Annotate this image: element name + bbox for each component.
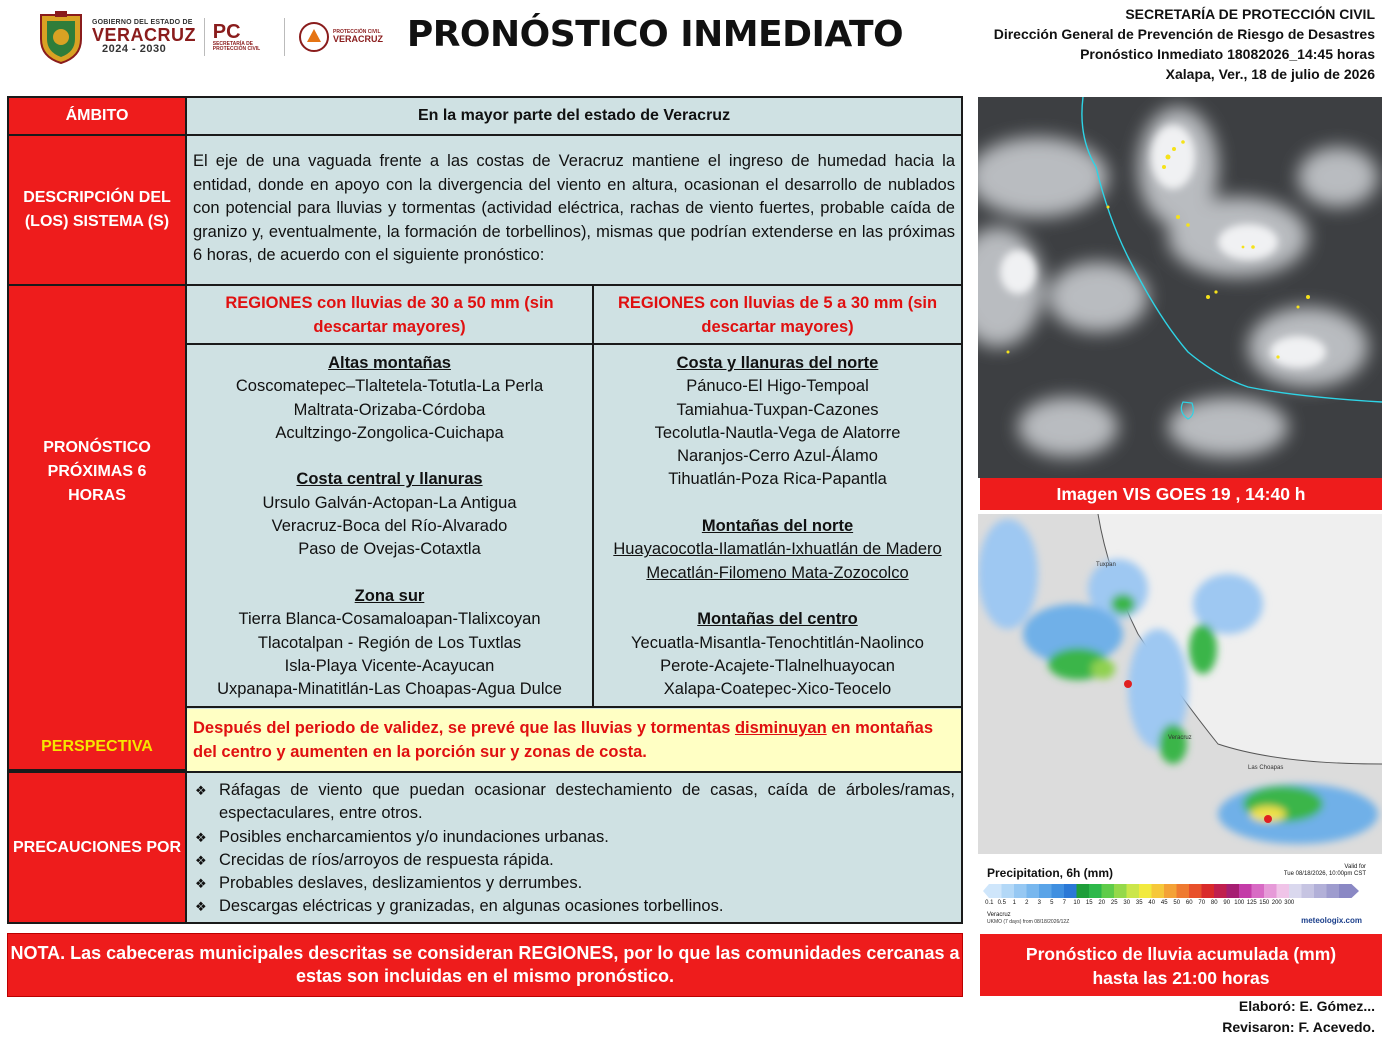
- legend-tick: 30: [1123, 900, 1131, 906]
- legend-tick: 1: [1012, 900, 1016, 906]
- legend-valid-label: Valid for: [1344, 864, 1366, 870]
- region-item: Coscomatepec–Tlaltetela-Totutla-La Perla: [235, 377, 544, 396]
- legend-tick: 100: [1234, 900, 1245, 906]
- perspectiva-text: en montañas del centro y aumenten en la porción sur y zonas de costa.: [193, 719, 934, 761]
- list-item: [195, 826, 955, 849]
- list-item: [195, 779, 955, 826]
- credits: [1222, 996, 1375, 1038]
- list-item-text: Descargas eléctricas y granizadas, en algunas ocasiones torbellinos.: [219, 897, 724, 916]
- list-item: [195, 872, 955, 895]
- precipitation-caption: [980, 934, 1382, 996]
- pcv-big-label: VERACRUZ: [333, 34, 384, 44]
- list-item-text: Ráfagas de viento que puedan ocasionar destechamiento de casas, caída de árboles/ramas, espectaculares, entre otros.: [219, 781, 955, 823]
- credit-line: Elaboró: E. Gómez...: [1238, 998, 1375, 1014]
- legend-tick: 70: [1198, 900, 1206, 906]
- pc-logo: [213, 22, 277, 52]
- perspectiva-text: Después del periodo de validez, se prevé que las lluvias y tormentas: [193, 719, 735, 737]
- region-item: Yecuatla-Misantla-Tenochtitlán-Naolinco: [631, 633, 924, 652]
- region-item: Huayacocotla-Ilamatlán-Ixhuatlán de Madero: [613, 540, 942, 559]
- region-item: Uxpanapa-Minatitlán-Las Choapas-Agua Dulce: [217, 680, 562, 699]
- region-group-title: Costa y llanuras del norte: [676, 354, 879, 372]
- region-item: Maltrata-Orizaba-Córdoba: [293, 400, 486, 419]
- veracruz-coat-of-arms-icon: [38, 9, 84, 65]
- credit-line: Revisaron: F. Acevedo.: [1222, 1019, 1375, 1035]
- legend-tick: 0.1: [985, 900, 994, 906]
- region-item: Tihuatlán-Poza Rica-Papantla: [668, 470, 887, 489]
- perspectiva-value: [187, 709, 961, 771]
- legend-tick: 60: [1185, 900, 1193, 906]
- region-group-title: Montañas del norte: [701, 517, 854, 536]
- svg-text:Tuxpan: Tuxpan: [1096, 562, 1116, 568]
- region-group-title: Montañas del centro: [697, 610, 858, 629]
- pronostico-label: PRONÓSTICO PRÓXIMAS 6 HORAS: [9, 286, 185, 771]
- legend-tick: 25: [1110, 900, 1118, 906]
- col1-regions: [187, 345, 592, 708]
- precipitation-map: [978, 514, 1382, 854]
- region-item: Xalapa-Coatepec-Xico-Teocelo: [663, 680, 892, 699]
- region-item: Isla-Playa Vicente-Acayucan: [284, 656, 495, 675]
- list-item-text: Probables deslaves, deslizamientos y derrumbes.: [219, 874, 583, 893]
- nota-banner: NOTA. Las cabeceras municipales descritas se consideran REGIONES, por lo que las comunidades cercanas a estas son incluidas en el mismo pronóstico.: [7, 933, 963, 997]
- region-item: Acultzingo-Zongolica-Cuichapa: [275, 423, 504, 442]
- date-line: Xalapa, Ver., 18 de julio de 2026: [1165, 66, 1375, 82]
- diamond-bullet-icon: ❖: [195, 783, 207, 798]
- legend-tick: 200: [1271, 900, 1282, 906]
- legend-tick: 90: [1223, 900, 1231, 906]
- legend-tick: 10: [1073, 900, 1081, 906]
- precipitation-caption-line: hasta las 21:00 horas: [1092, 968, 1270, 988]
- logo-divider: [204, 18, 205, 56]
- svg-text:Las Choapas: Las Choapas: [1248, 765, 1284, 771]
- legend-tick: 0.5: [997, 900, 1006, 906]
- diamond-bullet-icon: ❖: [195, 876, 207, 892]
- legend-tick: 15: [1085, 900, 1093, 906]
- legend-tick: 80: [1210, 900, 1218, 906]
- legend-color-scale: [983, 884, 1373, 898]
- region-item: Veracruz-Boca del Río-Alvarado: [271, 517, 508, 536]
- logo-divider: [284, 18, 285, 56]
- diamond-bullet-icon: ❖: [195, 852, 207, 868]
- legend-tick: 150: [1259, 900, 1270, 906]
- list-item-text: Posibles encharcamientos y/o inundaciones urbanas.: [219, 827, 609, 846]
- legend-tick: 20: [1098, 900, 1106, 906]
- col1-header: REGIONES con lluvias de 30 a 50 mm (sin descartar mayores): [225, 294, 554, 336]
- col2-regions: [594, 345, 961, 708]
- region-item: Pánuco-El Higo-Tempoal: [686, 377, 869, 396]
- legend-region: Veracruz: [987, 912, 1011, 918]
- pcv-small-label: PROTECCIÓN CIVIL: [333, 29, 381, 35]
- region-item: Tlacotalpan - Región de Los Tuxtlas: [257, 633, 522, 652]
- region-item: Paso de Ovejas-Cotaxtla: [298, 540, 481, 559]
- meteologix-brand: meteologix.com: [1301, 916, 1362, 925]
- legend-tick: 5: [1050, 900, 1054, 906]
- legend-tick: 7: [1062, 900, 1066, 906]
- pcv-logo-text: [333, 30, 383, 44]
- legend-valid-date: Tue 08/18/2026, 10:00pm CST: [1283, 871, 1366, 877]
- precipitation-legend: [978, 856, 1382, 934]
- list-item: [195, 895, 955, 918]
- legend-tick: 50: [1173, 900, 1181, 906]
- legend-title: Precipitation, 6h (mm): [987, 866, 1114, 880]
- diamond-bullet-icon: ❖: [195, 829, 207, 845]
- legend-model: UKMO (7 days) from 08/18/2026/12Z: [987, 919, 1070, 925]
- gobierno-logo-text: [92, 19, 196, 55]
- precauciones-label: PRECAUCIONES POR: [9, 773, 185, 922]
- precauciones-list: [187, 773, 961, 922]
- region-group-title: Costa central y llanuras: [296, 470, 483, 489]
- region-group-title: Altas montañas: [328, 354, 451, 372]
- issuer-block: [994, 4, 1375, 84]
- region-group-title: Zona sur: [354, 586, 425, 605]
- page-title: PRONÓSTICO INMEDIATO: [406, 14, 904, 55]
- gobierno-label: GOBIERNO DEL ESTADO DE: [92, 19, 193, 26]
- row-divider: [187, 706, 961, 708]
- satellite-caption: Imagen VIS GOES 19 , 14:40 h: [980, 478, 1382, 510]
- logos-bar: [38, 8, 383, 66]
- satellite-image: [978, 97, 1382, 478]
- legend-scale-labels: [983, 900, 1296, 906]
- descripcion-label: DESCRIPCIÓN DEL (LOS) SISTEMA (S): [9, 136, 185, 286]
- years-label: 2024 - 2030: [102, 43, 167, 55]
- diamond-bullet-icon: ❖: [195, 899, 207, 915]
- region-item: Tecolutla-Nautla-Vega de Alatorre: [654, 423, 901, 442]
- veracruz-label: VERACRUZ: [92, 25, 197, 45]
- forecast-id-line: Pronóstico Inmediato 18082026_14:45 horas: [1080, 46, 1375, 62]
- region-item: Mecatlán-Filomeno Mata-Zozocolco: [646, 563, 909, 582]
- legend-tick: 125: [1246, 900, 1257, 906]
- ambito-label: ÁMBITO: [9, 98, 185, 136]
- region-item: Tierra Blanca-Cosamaloapan-Tlalixcoyan: [238, 610, 541, 629]
- list-item-text: Crecidas de ríos/arroyos de respuesta rápida.: [219, 850, 554, 869]
- precipitation-caption-line: Pronóstico de lluvia acumulada (mm): [1025, 944, 1337, 964]
- descripcion-value: El eje de una vaguada frente a las costas de Veracruz mantiene el ingreso de humedad hacia la entidad, donde en apoyo con la divergencia del viento en altura, ocasionan el desarrollo de nublados con potencial para lluvias y tormentas (actividad eléctrica, rachas de viento fuertes, probable caída de granizo y, eventualmente, la formación de torbellinos), mismas que podrían extenderse en las próximas 6 horas, de acuerdo con el siguiente pronóstico:: [193, 152, 955, 264]
- issuer-line: Dirección General de Prevención de Riesgo de Desastres: [993, 26, 1375, 42]
- issuer-line: SECRETARÍA DE PROTECCIÓN CIVIL: [1125, 6, 1375, 22]
- forecast-table: [7, 96, 963, 924]
- region-item: Naranjos-Cerro Azul-Álamo: [677, 447, 878, 466]
- legend-tick: 300: [1284, 900, 1295, 906]
- pc-sublabel: SECRETARÍA DE PROTECCIÓN CIVIL: [212, 41, 261, 52]
- ambito-value: En la mayor parte del estado de Veracruz: [417, 107, 731, 124]
- list-item: [195, 849, 955, 872]
- region-item: Tamiahua-Tuxpan-Cazones: [676, 400, 879, 419]
- region-item: Ursulo Galván-Actopan-La Antigua: [262, 493, 517, 512]
- legend-tick: 2: [1025, 900, 1029, 906]
- pc-label: PC: [212, 21, 241, 43]
- legend-tick: 35: [1135, 900, 1143, 906]
- perspectiva-emphasis: disminuyan: [734, 719, 827, 737]
- col2-header: REGIONES con lluvias de 5 a 30 mm (sin descartar mayores): [617, 294, 938, 336]
- perspectiva-label: PERSPECTIVA: [9, 724, 185, 771]
- proteccion-civil-logo: [299, 22, 383, 52]
- svg-text:Veracruz: Veracruz: [1168, 735, 1192, 741]
- region-item: Perote-Acajete-Tlalnelhuayocan: [660, 656, 895, 675]
- legend-tick: 45: [1160, 900, 1168, 906]
- legend-tick: 3: [1037, 900, 1041, 906]
- legend-tick: 40: [1148, 900, 1156, 906]
- civil-protection-triangle-icon: [299, 22, 329, 52]
